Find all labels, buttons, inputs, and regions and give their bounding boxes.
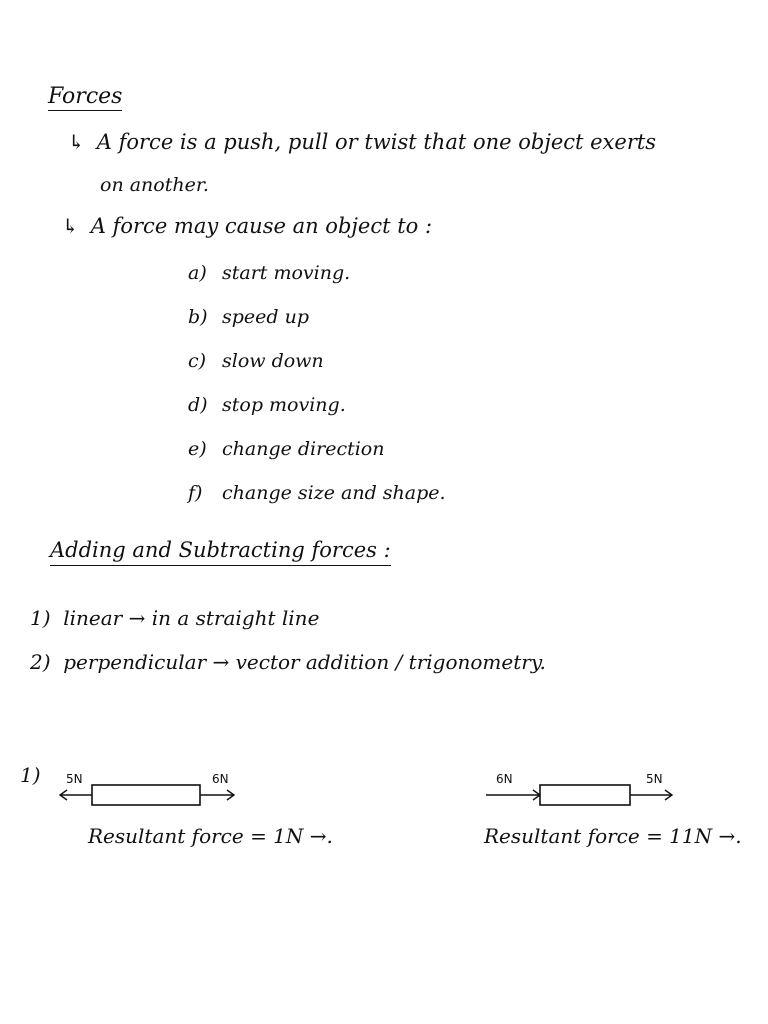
hook-arrow-icon: ↳ (62, 214, 79, 238)
list-item (188, 434, 446, 478)
definition-line-1 (68, 132, 656, 153)
causes-intro-text: A force may cause an object to : (90, 214, 433, 238)
list-text: speed up (222, 306, 310, 328)
list-item (188, 258, 446, 302)
left-force-label: 6N (496, 772, 513, 786)
list-item (188, 478, 446, 522)
list-text: stop moving. (222, 394, 346, 416)
page-title: Forces (48, 84, 123, 109)
resultant-force-2: Resultant force = 11N →. (484, 824, 742, 848)
definition-line-2: on another. (100, 174, 209, 196)
right-force-label: 6N (212, 772, 229, 786)
list-marker: e) (188, 438, 207, 460)
list-text: slow down (222, 350, 324, 372)
force-type-1 (30, 608, 319, 628)
example-marker: 1) (20, 763, 41, 787)
resultant-force-1: Resultant force = 1N →. (88, 824, 333, 848)
list-marker: f) (188, 482, 203, 504)
hook-arrow-icon: ↳ (68, 130, 85, 154)
list-item (188, 302, 446, 346)
list-marker: 2) (30, 650, 51, 674)
list-text: change direction (222, 438, 385, 460)
causes-intro (62, 216, 432, 237)
object-box (540, 785, 630, 805)
definition-text-1: A force is a push, pull or twist that one object exerts (96, 130, 657, 154)
force-type-2 (30, 652, 546, 672)
force-diagram-2 (482, 768, 682, 812)
list-item (188, 390, 446, 434)
object-box (92, 785, 200, 805)
list-text: perpendicular → vector addition / trigonometry. (63, 650, 546, 674)
list-marker: c) (188, 350, 207, 372)
force-diagram-1 (52, 768, 252, 812)
section-heading: Adding and Subtracting forces : (50, 540, 391, 566)
left-force-label: 5N (66, 772, 83, 786)
list-text: start moving. (222, 262, 351, 284)
causes-list (188, 258, 446, 522)
list-text: change size and shape. (222, 482, 446, 504)
list-marker: 1) (30, 606, 51, 630)
list-item (188, 346, 446, 390)
right-force-label: 5N (646, 772, 663, 786)
list-marker: d) (188, 394, 208, 416)
list-text: linear → in a straight line (63, 606, 320, 630)
list-marker: a) (188, 262, 207, 284)
list-marker: b) (188, 306, 208, 328)
